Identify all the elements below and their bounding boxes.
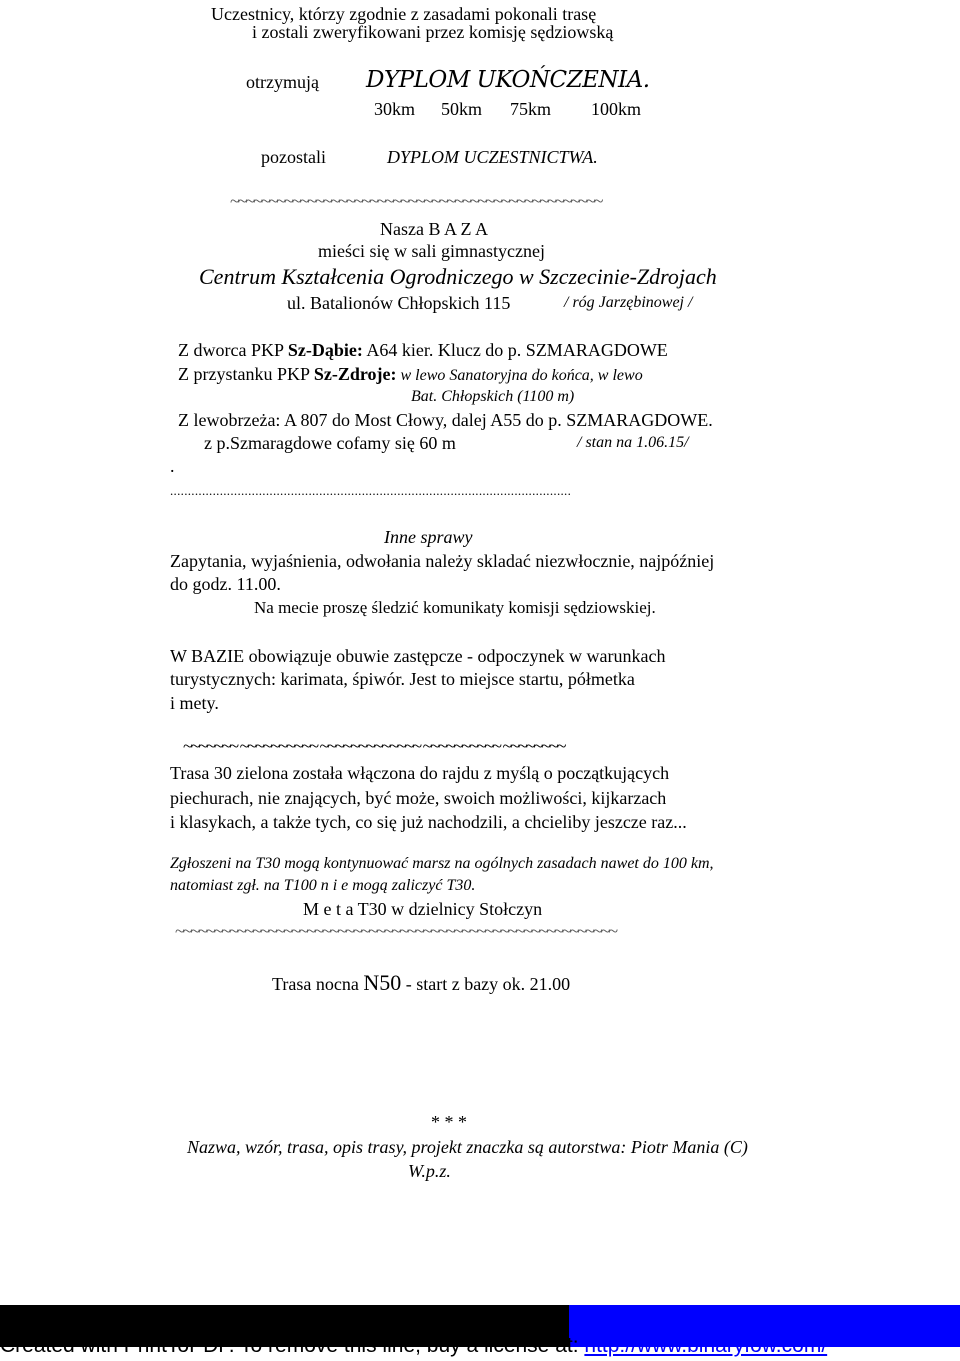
footer-link[interactable]: http://www.binaryfow.com/ <box>584 1334 828 1357</box>
others-label: pozostali <box>261 147 326 167</box>
t30-line-1: Trasa 30 zielona została włączona do rajdu z myślą o początkujących <box>170 763 670 783</box>
t30-finish: M e t a T30 w dzielnicy Stołczyn <box>303 899 543 919</box>
base-heading: Nasza B A Z A <box>380 219 488 239</box>
directions-rest: w lewo Sanatoryjna do końca, w lewo <box>396 367 643 384</box>
station-zdroje: Sz-Zdroje: <box>313 364 397 384</box>
t30-note-1: Zgłoszeni na T30 mogą kontynuować marsz na ogólnych zasadach nawet do 100 km, <box>170 855 714 872</box>
directions-pkp-zdroje <box>178 365 643 384</box>
other-heading: Inne sprawy <box>384 527 473 547</box>
intro-line-1: Uczestnicy, którzy zgodnie z zasadami pokonali trasę <box>211 4 597 24</box>
receive-label: otrzymują <box>246 72 319 92</box>
directions-prefix: Z przystanku PKP <box>178 364 314 384</box>
distance-75: 75km <box>510 99 552 119</box>
t30-note-2: natomiast zgł. na T100 n i e mogą zaliczyć T30. <box>170 877 476 894</box>
completion-diploma: DYPLOM UKOŃCZENIA. <box>366 67 650 93</box>
stars-separator: * * * <box>431 1112 467 1132</box>
footer-watermark <box>0 1335 827 1356</box>
other-questions-1: Zapytania, wyjaśnienia, odwołania należy skladać niezwłocznie, najpóźniej <box>170 551 715 571</box>
distance-30: 30km <box>374 99 416 119</box>
other-questions-2: do godz. 11.00. <box>170 574 281 594</box>
separator-1: ~~~~~~~~~~~~~~~~~~~~~~~~~~~~~~~~~~~~~~~~~~~~~~~~ <box>230 191 602 211</box>
distance-50: 50km <box>441 99 483 119</box>
separator-2: ~~~~~~~ ~~~~~~~~~~ ~~~~~~~~~~~~~ ~~~~~~~~~~ ~~~~~~~~ <box>183 736 565 756</box>
night-prefix: Trasa nocna <box>272 974 364 994</box>
other-base-2: turystycznych: karimata, śpiwór. Jest to miejsce startu, półmetka <box>170 669 635 689</box>
night-route <box>272 972 570 994</box>
night-code: N50 <box>363 970 402 995</box>
directions-pkp-zdroje-cont: Bat. Chłopskich (1100 m) <box>411 388 575 405</box>
distance-100: 100km <box>591 99 642 119</box>
station-dabie: Sz-Dąbie: <box>287 340 363 360</box>
dotted-separator: ................................................................................................................. <box>170 483 572 498</box>
other-base-1: W BAZIE obowiązuje obuwie zastępcze - odpoczynek w warunkach <box>170 646 666 666</box>
participation-diploma: DYPLOM UCZESTNICTWA. <box>387 147 598 167</box>
directions-pkp-dabie <box>178 341 668 359</box>
credits-line-2: W.p.z. <box>408 1161 451 1181</box>
intro-line-2: i zostali zweryfikowani przez komisję sędziowską <box>252 22 614 42</box>
t30-line-3: i klasykach, a także tych, co się już nachodzili, a chcieliby jeszcze raz... <box>170 812 687 832</box>
directions-rest: A64 kier. Klucz do p. SZMARAGDOWE <box>362 340 668 360</box>
directions-dot: . <box>170 456 175 476</box>
other-base-3: i mety. <box>170 693 219 713</box>
base-street: ul. Batalionów Chłopskich 115 <box>287 293 511 313</box>
base-center: Centrum Kształcenia Ogrodniczego w Szczecinie-Zdrojach <box>199 264 717 289</box>
footer-text: Created with PrintToPDF. To remove this line, buy a license at: <box>0 1334 585 1357</box>
directions-back: z p.Szmaragdowe cofamy się 60 m <box>204 433 456 453</box>
directions-left-bank: Z lewobrzeża: A 807 do Most Cłowy, dalej A55 do p. SZMARAGDOWE. <box>178 410 713 430</box>
credits-line-1: Nazwa, wzór, trasa, opis trasy, projekt znaczka są autorstwa: Piotr Mania (C) <box>187 1137 748 1157</box>
directions-prefix: Z dworca PKP <box>178 340 288 360</box>
night-rest: - start z bazy ok. 21.00 <box>401 974 571 994</box>
directions-status: / stan na 1.06.15/ <box>577 434 689 451</box>
separator-3: ~~~~~~~~~~~~~~~~~~~~~~~~~~~~~~~~~~~~~~~~~~~~~~~~~~~~~~~~~ <box>175 921 617 941</box>
base-line-1: mieści się w sali gimnastycznej <box>318 241 545 261</box>
t30-line-2: piechurach, nie znających, być może, swoich możliwości, kijkarzach <box>170 788 667 808</box>
other-notice: Na mecie proszę śledzić komunikaty komisji sędziowskiej. <box>254 598 656 617</box>
base-corner: / róg Jarzębinowej / <box>564 294 693 311</box>
